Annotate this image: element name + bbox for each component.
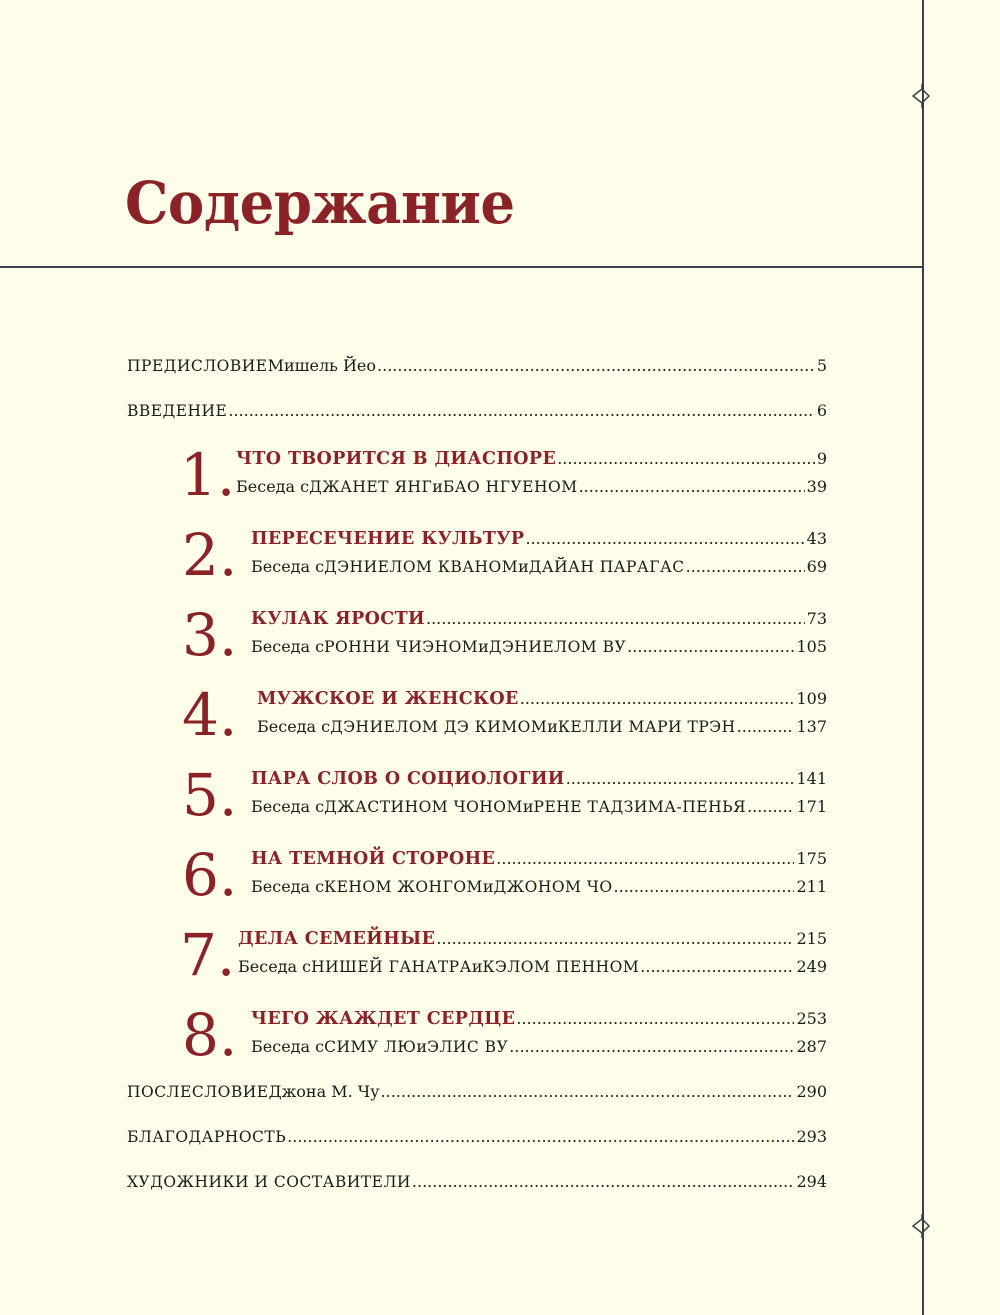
guest-name: ДАЙАН ПАРАГАС (528, 558, 685, 576)
guest-name: БАО НГУЕНОМ (442, 478, 578, 496)
toc-entry-introduction[interactable] (127, 401, 827, 420)
conversation-prefix: Беседа с (251, 637, 325, 656)
chapter-title: НА ТЕМНОЙ СТОРОНЕ (251, 849, 496, 869)
page-number: 6 (816, 401, 827, 420)
toc-entry-chapter[interactable] (251, 529, 827, 549)
dot-leader (640, 957, 794, 976)
conversation-prefix: Беседа с (251, 1037, 325, 1056)
guest-name: ДЖАСТИНОМ ЧОНОМ (324, 798, 523, 816)
toc-entry-foreword[interactable] (127, 356, 827, 375)
guest-name: КЭЛОМ ПЕННОМ (482, 958, 640, 976)
dot-leader (686, 557, 805, 576)
dot-leader (520, 689, 795, 708)
toc-entry-chapter[interactable] (251, 769, 827, 789)
dot-leader (525, 529, 804, 548)
conjunction: и (471, 957, 483, 976)
dot-leader (436, 929, 794, 948)
entry-label: ХУДОЖНИКИ И СОСТАВИТЕЛИ (127, 1173, 411, 1191)
conversation-prefix: Беседа с (251, 877, 325, 896)
dot-leader (287, 1127, 794, 1146)
toc-entry-chapter[interactable] (236, 449, 827, 469)
dot-leader (747, 797, 794, 816)
conjunction: и (478, 637, 489, 656)
entry-label: ВВЕДЕНИЕ (127, 402, 228, 420)
chapter-number: 8. (182, 1001, 238, 1069)
page-number: 9 (816, 449, 827, 468)
dot-leader (566, 769, 795, 788)
guest-name: ДЭНИЕЛОМ ДЭ КИМОМ (330, 718, 548, 736)
toc-entry-conversation[interactable] (251, 1037, 827, 1056)
toc-entry-conversation[interactable] (251, 557, 827, 576)
dot-leader (426, 609, 805, 628)
toc-entry-contributors[interactable] (127, 1172, 827, 1191)
chapter-number: 1. (180, 441, 236, 509)
toc-entry-chapter[interactable] (257, 689, 827, 709)
toc-entry-chapter[interactable] (251, 849, 827, 869)
page-number: 137 (796, 717, 827, 736)
conjunction: и (518, 557, 529, 576)
toc-entry-acknowledgements[interactable] (127, 1127, 827, 1146)
conversation-prefix: Беседа с (251, 797, 325, 816)
chapter-title: ПАРА СЛОВ О СОЦИОЛОГИИ (251, 769, 565, 789)
page-number: 5 (816, 356, 827, 375)
dot-leader (381, 1082, 795, 1101)
chapter-title: КУЛАК ЯРОСТИ (251, 609, 425, 629)
conjunction: и (432, 477, 443, 496)
toc-entry-afterword[interactable] (127, 1082, 827, 1101)
title-underline-rule (0, 266, 922, 268)
guest-name: СИМУ ЛЮ (324, 1038, 417, 1056)
page-number: 175 (796, 849, 827, 868)
page-number: 171 (796, 797, 827, 816)
toc-entry-chapter[interactable] (251, 609, 827, 629)
page-number: 73 (806, 609, 827, 628)
conversation-prefix: Беседа с (238, 957, 312, 976)
dot-leader (627, 637, 794, 656)
chapter-title: ПЕРЕСЕЧЕНИЕ КУЛЬТУР (251, 529, 525, 549)
chapter-title: МУЖСКОЕ И ЖЕНСКОЕ (257, 689, 519, 709)
toc-entry-conversation[interactable] (238, 957, 827, 976)
conversation-prefix: Беседа с (236, 477, 310, 496)
guest-name: ДЭНИЕЛОМ КВАНОМ (324, 558, 519, 576)
page-number: 253 (796, 1009, 827, 1028)
toc-entry-conversation[interactable] (257, 717, 827, 736)
conjunction: и (522, 797, 534, 816)
guest-name: ДЖОНОМ ЧО (493, 878, 613, 896)
page-number: 43 (806, 529, 827, 548)
toc-entry-chapter[interactable] (251, 1009, 827, 1029)
page-number: 294 (796, 1172, 827, 1191)
dot-leader (496, 849, 794, 868)
page-number: 293 (796, 1127, 827, 1146)
conversation-prefix: Беседа с (251, 557, 325, 576)
chapter-number: 3. (182, 601, 238, 669)
chapter-number: 6. (182, 841, 238, 909)
dot-leader (516, 1009, 794, 1028)
toc-entry-conversation[interactable] (251, 797, 827, 816)
chapter-number: 5. (182, 761, 238, 829)
toc-entry-conversation[interactable] (236, 477, 827, 496)
page-number: 141 (796, 769, 827, 788)
toc-entry-chapter[interactable] (238, 929, 827, 949)
chapter-title: ЧТО ТВОРИТСЯ В ДИАСПОРЕ (236, 449, 557, 469)
dot-leader (228, 401, 814, 420)
conjunction: и (416, 1037, 428, 1056)
guest-name: КЕНОМ ЖОНГОМ (324, 878, 483, 896)
chapter-number: 4. (182, 681, 238, 749)
toc-entry-conversation[interactable] (251, 877, 827, 896)
page-number: 249 (796, 957, 827, 976)
guest-name: РЕНЕ ТАДЗИМА-ПЕНЬЯ (533, 798, 747, 816)
diamond-ornament-icon (911, 1214, 931, 1238)
chapter-number: 2. (182, 521, 238, 589)
page-number: 105 (796, 637, 827, 656)
conversation-prefix: Беседа с (257, 717, 331, 736)
page-number: 109 (796, 689, 827, 708)
dot-leader (614, 877, 795, 896)
toc-entry-conversation[interactable] (251, 637, 827, 656)
dot-leader (412, 1172, 795, 1191)
page-number: 39 (806, 477, 827, 496)
entry-label: ПРЕДИСЛОВИЕ (127, 357, 268, 375)
page-number: 211 (796, 877, 827, 896)
page-title: Содержание (125, 169, 515, 237)
guest-name: РОННИ ЧИЭНОМ (324, 638, 479, 656)
entry-label: ПОСЛЕСЛОВИЕ (127, 1083, 269, 1101)
conjunction: и (482, 877, 494, 896)
dot-leader (579, 477, 805, 496)
chapter-title: ЧЕГО ЖАЖДЕТ СЕРДЦЕ (251, 1009, 516, 1029)
guest-name: ДЖАНЕТ ЯНГ (309, 478, 433, 496)
page-edge-rule (922, 0, 924, 1315)
conjunction: и (547, 717, 558, 736)
chapter-title: ДЕЛА СЕМЕЙНЫЕ (238, 929, 436, 949)
diamond-ornament-icon (911, 84, 931, 108)
page-number: 290 (796, 1082, 827, 1101)
guest-name: ДЭНИЕЛОМ ВУ (488, 638, 627, 656)
dot-leader (557, 449, 815, 468)
guest-name: ЭЛИС ВУ (427, 1038, 509, 1056)
guest-name: НИШЕЙ ГАНАТРА (311, 958, 472, 976)
page-number: 69 (806, 557, 827, 576)
chapter-number: 7. (180, 921, 236, 989)
page-number: 215 (796, 929, 827, 948)
page-number: 287 (796, 1037, 827, 1056)
dot-leader (737, 717, 795, 736)
dot-leader (509, 1037, 794, 1056)
entry-author: Мишель Йео (267, 356, 377, 375)
entry-author: Джона М. Чу (268, 1082, 380, 1101)
dot-leader (377, 356, 815, 375)
guest-name: КЕЛЛИ МАРИ ТРЭН (557, 718, 736, 736)
entry-label: БЛАГОДАРНОСТЬ (127, 1128, 287, 1146)
